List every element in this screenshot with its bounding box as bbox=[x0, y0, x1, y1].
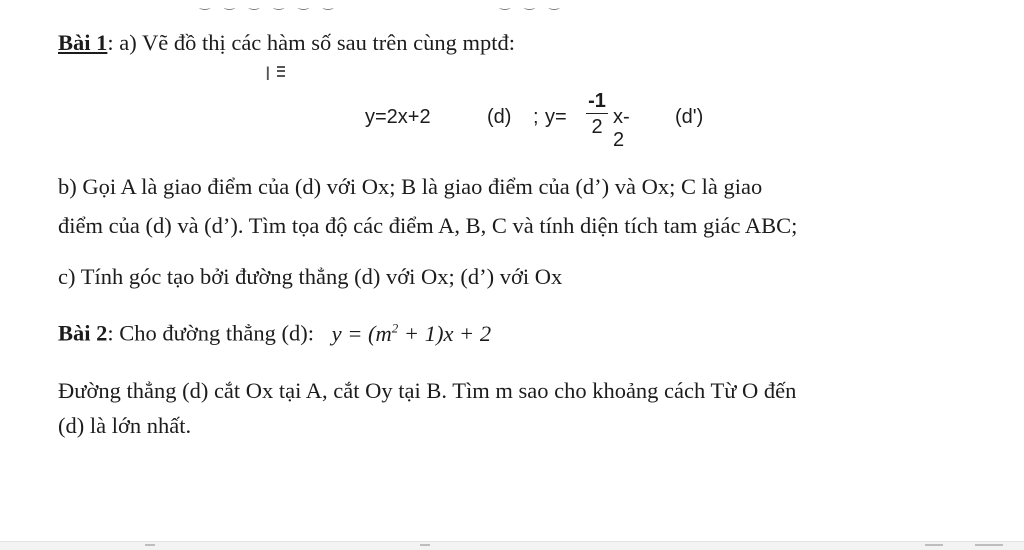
formula-d: y=2x+2 bbox=[365, 106, 431, 128]
bai2-intro: : Cho đường thẳng (d): bbox=[107, 320, 314, 346]
fraction-numerator: -1 bbox=[588, 90, 606, 112]
part-c-line: c) Tính góc tạo bởi đường thẳng (d) với Ox; (d’) với Ox bbox=[58, 264, 563, 289]
bai1-title: Bài 1 bbox=[58, 30, 108, 55]
formula-d-prime-suffix: x-2 bbox=[613, 106, 630, 151]
bai1-heading-line bbox=[58, 30, 515, 56]
part-b-line-2: điểm của (d) và (d’). Tìm tọa độ các điểm A, B, C và tính diện tích tam giác ABC; bbox=[58, 213, 798, 238]
bai2-equation bbox=[332, 321, 492, 346]
cut-off-previous-line: ‿ ‿ ‿ ‿ ‿ ‿ ‿ ‿ ‿ bbox=[200, 0, 565, 10]
label-d-prime: (d') bbox=[675, 106, 704, 128]
text-cursor-icon: I bbox=[265, 63, 291, 87]
part-b-line-1: b) Gọi A là giao điểm của (d) với Ox; B là giao điểm của (d’) và Ox; C là giao bbox=[58, 174, 763, 199]
bai2-line-3: (d) là lớn nhất. bbox=[58, 413, 192, 438]
fraction-minus-one-half bbox=[585, 89, 609, 140]
equation-lhs: y = (m bbox=[331, 320, 392, 346]
equation-exponent: 2 bbox=[391, 320, 399, 335]
bai2-heading-line bbox=[58, 320, 491, 347]
bai2-line-2: Đường thẳng (d) cắt Ox tại A, cắt Oy tại B. Tìm m sao cho khoảng cách Từ O đến bbox=[58, 378, 797, 403]
label-d: (d) bbox=[487, 106, 512, 128]
equation-rhs: + 1)x + 2 bbox=[398, 320, 492, 346]
fraction-denominator: 2 bbox=[591, 116, 603, 138]
bai2-title: Bài 2 bbox=[58, 320, 108, 346]
formula-d-prime-prefix: y= bbox=[545, 106, 567, 128]
formula-separator: ; bbox=[533, 106, 539, 128]
bai1-part-a: : a) Vẽ đồ thị các hàm số sau trên cùng mptđ: bbox=[107, 30, 515, 55]
